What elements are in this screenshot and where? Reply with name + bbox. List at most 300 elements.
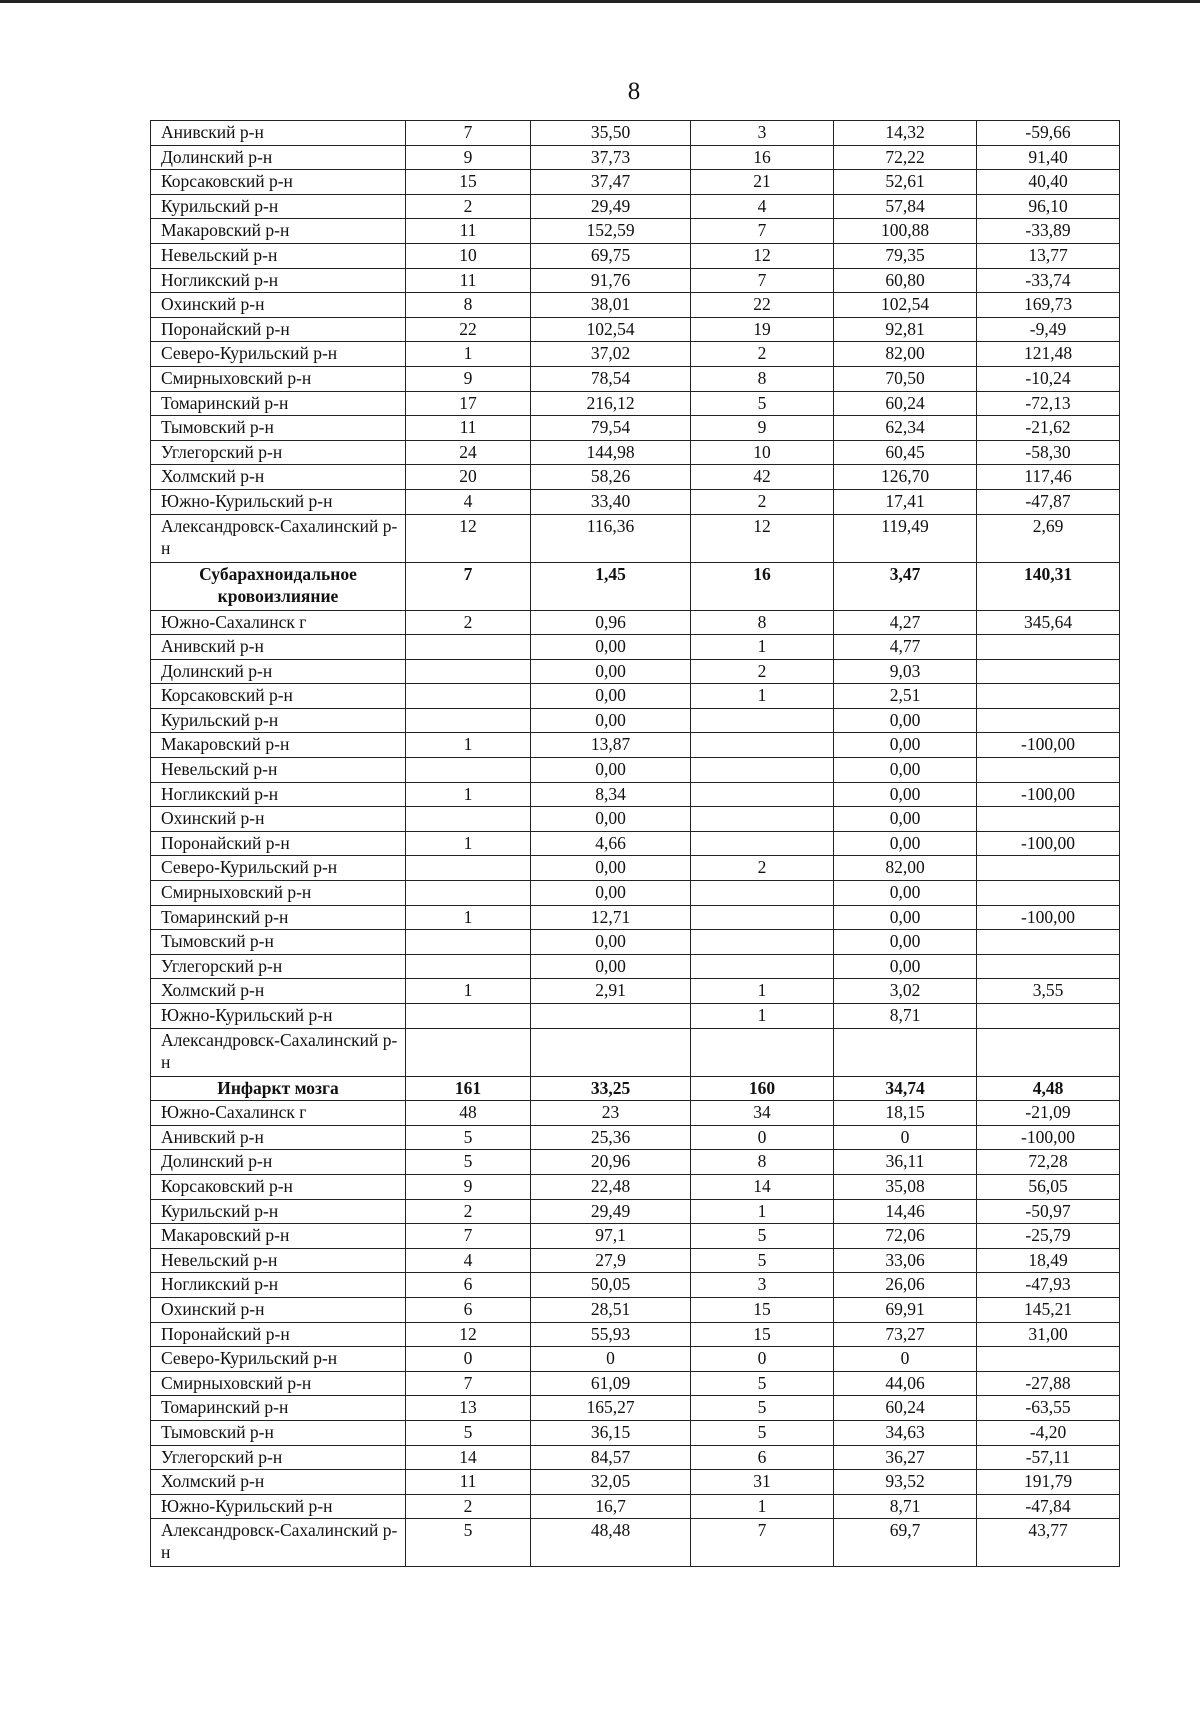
value-cell-c3: 1 xyxy=(691,979,834,1004)
value-cell-c1: 5 xyxy=(406,1519,531,1567)
value-cell-c1: 9 xyxy=(406,145,531,170)
value-cell-c5: 2,69 xyxy=(977,514,1120,562)
table-body xyxy=(151,121,1120,1567)
row-label-cell: Невельский р-н xyxy=(151,1248,406,1273)
table-row xyxy=(151,831,1120,856)
value-cell-c5: -100,00 xyxy=(977,1125,1120,1150)
row-label-cell: Южно-Сахалинск г xyxy=(151,1101,406,1126)
row-label-cell: Углегорский р-н xyxy=(151,954,406,979)
value-cell-c4: 8,71 xyxy=(834,1004,977,1029)
value-cell-c5: 56,05 xyxy=(977,1174,1120,1199)
value-cell-c3: 1 xyxy=(691,1004,834,1029)
value-cell-c4: 8,71 xyxy=(834,1494,977,1519)
table-row xyxy=(151,1347,1120,1372)
value-cell-c4: 34,63 xyxy=(834,1420,977,1445)
value-cell-c3: 8 xyxy=(691,366,834,391)
value-cell-c5: 96,10 xyxy=(977,194,1120,219)
row-label-cell: Тымовский р-н xyxy=(151,1420,406,1445)
value-cell-c1: 17 xyxy=(406,391,531,416)
value-cell-c4: 0,00 xyxy=(834,733,977,758)
value-cell-c5: 72,28 xyxy=(977,1150,1120,1175)
value-cell-c3 xyxy=(691,1028,834,1076)
value-cell-c1: 0 xyxy=(406,1347,531,1372)
value-cell-c2: 20,96 xyxy=(531,1150,691,1175)
value-cell-c3: 15 xyxy=(691,1322,834,1347)
value-cell-c1 xyxy=(406,635,531,660)
value-cell-c4: 0,00 xyxy=(834,708,977,733)
value-cell-c5: 40,40 xyxy=(977,170,1120,195)
row-label-cell: Тымовский р-н xyxy=(151,930,406,955)
table-row xyxy=(151,733,1120,758)
value-cell-c2: 58,26 xyxy=(531,465,691,490)
table-row xyxy=(151,1445,1120,1470)
value-cell-c4: 3,47 xyxy=(834,562,977,610)
value-cell-c2: 22,48 xyxy=(531,1174,691,1199)
row-label-cell: Южно-Курильский р-н xyxy=(151,1494,406,1519)
value-cell-c4: 60,24 xyxy=(834,391,977,416)
value-cell-c2: 55,93 xyxy=(531,1322,691,1347)
value-cell-c1: 48 xyxy=(406,1101,531,1126)
value-cell-c2: 12,71 xyxy=(531,905,691,930)
value-cell-c3 xyxy=(691,881,834,906)
value-cell-c3: 14 xyxy=(691,1174,834,1199)
value-cell-c5: 140,31 xyxy=(977,562,1120,610)
value-cell-c4: 36,11 xyxy=(834,1150,977,1175)
value-cell-c3: 3 xyxy=(691,121,834,146)
value-cell-c1: 8 xyxy=(406,293,531,318)
value-cell-c5 xyxy=(977,758,1120,783)
value-cell-c4: 44,06 xyxy=(834,1371,977,1396)
row-label-cell: Углегорский р-н xyxy=(151,440,406,465)
value-cell-c5: -47,93 xyxy=(977,1273,1120,1298)
value-cell-c1: 22 xyxy=(406,317,531,342)
row-label-cell: Невельский р-н xyxy=(151,243,406,268)
value-cell-c1 xyxy=(406,1004,531,1029)
value-cell-c4: 100,88 xyxy=(834,219,977,244)
value-cell-c2: 50,05 xyxy=(531,1273,691,1298)
row-label-cell: Долинский р-н xyxy=(151,659,406,684)
value-cell-c3: 0 xyxy=(691,1125,834,1150)
row-label-cell: Курильский р-н xyxy=(151,194,406,219)
value-cell-c1: 1 xyxy=(406,782,531,807)
table-row xyxy=(151,121,1120,146)
value-cell-c4: 126,70 xyxy=(834,465,977,490)
value-cell-c5: -72,13 xyxy=(977,391,1120,416)
value-cell-c2: 61,09 xyxy=(531,1371,691,1396)
value-cell-c4: 0,00 xyxy=(834,758,977,783)
value-cell-c2: 0,00 xyxy=(531,807,691,832)
row-label-cell: Анивский р-н xyxy=(151,635,406,660)
value-cell-c4 xyxy=(834,1028,977,1076)
table-row xyxy=(151,782,1120,807)
value-cell-c5 xyxy=(977,807,1120,832)
value-cell-c1: 14 xyxy=(406,1445,531,1470)
value-cell-c3: 5 xyxy=(691,1248,834,1273)
row-label-cell: Смирныховский р-н xyxy=(151,881,406,906)
value-cell-c5: 3,55 xyxy=(977,979,1120,1004)
value-cell-c3: 7 xyxy=(691,1519,834,1567)
value-cell-c4: 62,34 xyxy=(834,416,977,441)
row-label-cell: Холмский р-н xyxy=(151,465,406,490)
value-cell-c4: 36,27 xyxy=(834,1445,977,1470)
value-cell-c4: 102,54 xyxy=(834,293,977,318)
value-cell-c3: 19 xyxy=(691,317,834,342)
row-label-cell: Южно-Сахалинск г xyxy=(151,610,406,635)
row-label-cell: Корсаковский р-н xyxy=(151,684,406,709)
value-cell-c2: 37,47 xyxy=(531,170,691,195)
table-row xyxy=(151,514,1120,562)
value-cell-c1 xyxy=(406,659,531,684)
row-label-cell: Ногликский р-н xyxy=(151,782,406,807)
value-cell-c4: 0,00 xyxy=(834,905,977,930)
value-cell-c5: -33,89 xyxy=(977,219,1120,244)
value-cell-c2: 2,91 xyxy=(531,979,691,1004)
row-label-cell: Субарахноидальное кровоизлияние xyxy=(151,562,406,610)
value-cell-c2: 144,98 xyxy=(531,440,691,465)
value-cell-c2: 1,45 xyxy=(531,562,691,610)
value-cell-c2: 33,25 xyxy=(531,1076,691,1101)
value-cell-c3: 10 xyxy=(691,440,834,465)
value-cell-c3: 2 xyxy=(691,342,834,367)
statistics-table xyxy=(150,120,1120,1567)
value-cell-c2: 116,36 xyxy=(531,514,691,562)
table-row xyxy=(151,1371,1120,1396)
table-row xyxy=(151,708,1120,733)
value-cell-c2: 0,00 xyxy=(531,708,691,733)
value-cell-c3: 16 xyxy=(691,562,834,610)
table-row xyxy=(151,930,1120,955)
value-cell-c2: 23 xyxy=(531,1101,691,1126)
value-cell-c5: -25,79 xyxy=(977,1224,1120,1249)
row-label-cell: Томаринский р-н xyxy=(151,391,406,416)
value-cell-c1: 2 xyxy=(406,610,531,635)
value-cell-c5: 169,73 xyxy=(977,293,1120,318)
row-label-cell: Макаровский р-н xyxy=(151,733,406,758)
value-cell-c1: 5 xyxy=(406,1150,531,1175)
value-cell-c2: 0,00 xyxy=(531,954,691,979)
value-cell-c4: 72,06 xyxy=(834,1224,977,1249)
table-row xyxy=(151,758,1120,783)
value-cell-c5: 18,49 xyxy=(977,1248,1120,1273)
value-cell-c4: 4,77 xyxy=(834,635,977,660)
table-row xyxy=(151,1101,1120,1126)
table-row xyxy=(151,465,1120,490)
row-label-cell: Поронайский р-н xyxy=(151,317,406,342)
value-cell-c1: 2 xyxy=(406,1494,531,1519)
value-cell-c2: 0,00 xyxy=(531,635,691,660)
value-cell-c5: -57,11 xyxy=(977,1445,1120,1470)
row-label-cell: Смирныховский р-н xyxy=(151,1371,406,1396)
value-cell-c3: 2 xyxy=(691,659,834,684)
value-cell-c2: 0 xyxy=(531,1347,691,1372)
value-cell-c1: 20 xyxy=(406,465,531,490)
value-cell-c2: 0,00 xyxy=(531,758,691,783)
value-cell-c4: 60,24 xyxy=(834,1396,977,1421)
table-row xyxy=(151,659,1120,684)
value-cell-c4: 79,35 xyxy=(834,243,977,268)
value-cell-c5: -50,97 xyxy=(977,1199,1120,1224)
value-cell-c5: -10,24 xyxy=(977,366,1120,391)
value-cell-c4: 14,32 xyxy=(834,121,977,146)
value-cell-c1: 13 xyxy=(406,1396,531,1421)
value-cell-c5: -27,88 xyxy=(977,1371,1120,1396)
table-row xyxy=(151,1150,1120,1175)
table-row xyxy=(151,905,1120,930)
row-label-cell: Макаровский р-н xyxy=(151,219,406,244)
value-cell-c4: 60,45 xyxy=(834,440,977,465)
row-label-cell: Южно-Курильский р-н xyxy=(151,1004,406,1029)
table-row xyxy=(151,1273,1120,1298)
value-cell-c4: 9,03 xyxy=(834,659,977,684)
value-cell-c5: 4,48 xyxy=(977,1076,1120,1101)
table-row xyxy=(151,1297,1120,1322)
value-cell-c1: 5 xyxy=(406,1420,531,1445)
value-cell-c5: 43,77 xyxy=(977,1519,1120,1567)
value-cell-c2: 29,49 xyxy=(531,194,691,219)
value-cell-c3: 4 xyxy=(691,194,834,219)
value-cell-c1: 161 xyxy=(406,1076,531,1101)
value-cell-c4: 93,52 xyxy=(834,1470,977,1495)
value-cell-c5: 91,40 xyxy=(977,145,1120,170)
row-label-cell: Александровск-Сахалинский р-н xyxy=(151,514,406,562)
value-cell-c4: 72,22 xyxy=(834,145,977,170)
table-row xyxy=(151,610,1120,635)
table-row xyxy=(151,1224,1120,1249)
value-cell-c3: 31 xyxy=(691,1470,834,1495)
value-cell-c5: 13,77 xyxy=(977,243,1120,268)
value-cell-c2 xyxy=(531,1028,691,1076)
value-cell-c2: 84,57 xyxy=(531,1445,691,1470)
table-row xyxy=(151,1420,1120,1445)
value-cell-c4: 0,00 xyxy=(834,831,977,856)
table-row xyxy=(151,170,1120,195)
row-label-cell: Александровск-Сахалинский р-н xyxy=(151,1519,406,1567)
value-cell-c4: 0 xyxy=(834,1125,977,1150)
row-label-cell: Северо-Курильский р-н xyxy=(151,342,406,367)
table-row xyxy=(151,979,1120,1004)
value-cell-c4: 18,15 xyxy=(834,1101,977,1126)
value-cell-c5 xyxy=(977,1028,1120,1076)
value-cell-c1: 15 xyxy=(406,170,531,195)
value-cell-c1 xyxy=(406,856,531,881)
value-cell-c5 xyxy=(977,930,1120,955)
row-label-cell: Северо-Курильский р-н xyxy=(151,1347,406,1372)
value-cell-c4: 60,80 xyxy=(834,268,977,293)
value-cell-c2: 0,00 xyxy=(531,659,691,684)
table-row xyxy=(151,243,1120,268)
value-cell-c3: 15 xyxy=(691,1297,834,1322)
value-cell-c4: 0 xyxy=(834,1347,977,1372)
value-cell-c4: 57,84 xyxy=(834,194,977,219)
value-cell-c2: 36,15 xyxy=(531,1420,691,1445)
value-cell-c5: 31,00 xyxy=(977,1322,1120,1347)
value-cell-c3: 2 xyxy=(691,489,834,514)
page-number: 8 xyxy=(627,78,641,105)
value-cell-c2: 0,00 xyxy=(531,684,691,709)
value-cell-c4: 0,00 xyxy=(834,930,977,955)
value-cell-c5: -47,84 xyxy=(977,1494,1120,1519)
value-cell-c5: 121,48 xyxy=(977,342,1120,367)
value-cell-c1: 1 xyxy=(406,831,531,856)
value-cell-c5 xyxy=(977,708,1120,733)
row-label-cell: Южно-Курильский р-н xyxy=(151,489,406,514)
row-label-cell: Смирныховский р-н xyxy=(151,366,406,391)
row-label-cell: Долинский р-н xyxy=(151,1150,406,1175)
value-cell-c5 xyxy=(977,856,1120,881)
value-cell-c3: 6 xyxy=(691,1445,834,1470)
value-cell-c1: 7 xyxy=(406,1371,531,1396)
value-cell-c1: 7 xyxy=(406,562,531,610)
value-cell-c5: -63,55 xyxy=(977,1396,1120,1421)
value-cell-c2: 78,54 xyxy=(531,366,691,391)
value-cell-c1: 6 xyxy=(406,1273,531,1298)
value-cell-c3: 42 xyxy=(691,465,834,490)
row-label-cell: Курильский р-н xyxy=(151,708,406,733)
table-row xyxy=(151,1004,1120,1029)
table-row xyxy=(151,1028,1120,1076)
value-cell-c2: 8,34 xyxy=(531,782,691,807)
value-cell-c3 xyxy=(691,758,834,783)
row-label-cell: Невельский р-н xyxy=(151,758,406,783)
table-row xyxy=(151,268,1120,293)
value-cell-c1 xyxy=(406,881,531,906)
value-cell-c3: 5 xyxy=(691,1396,834,1421)
value-cell-c5: -100,00 xyxy=(977,831,1120,856)
table-row xyxy=(151,440,1120,465)
row-label-cell: Ногликский р-н xyxy=(151,268,406,293)
value-cell-c1: 1 xyxy=(406,342,531,367)
value-cell-c1 xyxy=(406,807,531,832)
row-label-cell: Анивский р-н xyxy=(151,121,406,146)
row-label-cell: Углегорский р-н xyxy=(151,1445,406,1470)
value-cell-c3: 1 xyxy=(691,1494,834,1519)
value-cell-c1: 6 xyxy=(406,1297,531,1322)
value-cell-c3 xyxy=(691,782,834,807)
table-row xyxy=(151,807,1120,832)
value-cell-c4: 69,7 xyxy=(834,1519,977,1567)
value-cell-c4: 26,06 xyxy=(834,1273,977,1298)
value-cell-c4: 3,02 xyxy=(834,979,977,1004)
value-cell-c3: 8 xyxy=(691,1150,834,1175)
table-row xyxy=(151,1199,1120,1224)
value-cell-c1: 1 xyxy=(406,905,531,930)
value-cell-c2: 13,87 xyxy=(531,733,691,758)
table-row xyxy=(151,1174,1120,1199)
value-cell-c2: 152,59 xyxy=(531,219,691,244)
value-cell-c3 xyxy=(691,905,834,930)
value-cell-c1 xyxy=(406,708,531,733)
value-cell-c2: 97,1 xyxy=(531,1224,691,1249)
value-cell-c2: 79,54 xyxy=(531,416,691,441)
value-cell-c4: 119,49 xyxy=(834,514,977,562)
value-cell-c4: 0,00 xyxy=(834,782,977,807)
value-cell-c5 xyxy=(977,881,1120,906)
value-cell-c3 xyxy=(691,930,834,955)
value-cell-c1: 1 xyxy=(406,979,531,1004)
row-label-cell: Холмский р-н xyxy=(151,1470,406,1495)
value-cell-c2: 33,40 xyxy=(531,489,691,514)
value-cell-c2: 29,49 xyxy=(531,1199,691,1224)
row-label-cell: Томаринский р-н xyxy=(151,905,406,930)
value-cell-c2: 0,00 xyxy=(531,856,691,881)
value-cell-c1: 9 xyxy=(406,366,531,391)
table-row xyxy=(151,391,1120,416)
table-row xyxy=(151,342,1120,367)
table-row xyxy=(151,1125,1120,1150)
table-row xyxy=(151,489,1120,514)
row-label-cell: Охинский р-н xyxy=(151,807,406,832)
value-cell-c4: 82,00 xyxy=(834,342,977,367)
value-cell-c1 xyxy=(406,930,531,955)
value-cell-c1: 5 xyxy=(406,1125,531,1150)
value-cell-c4: 69,91 xyxy=(834,1297,977,1322)
table-row xyxy=(151,194,1120,219)
value-cell-c2: 48,48 xyxy=(531,1519,691,1567)
value-cell-c3: 3 xyxy=(691,1273,834,1298)
value-cell-c5 xyxy=(977,1347,1120,1372)
value-cell-c5: -47,87 xyxy=(977,489,1120,514)
value-cell-c2: 25,36 xyxy=(531,1125,691,1150)
value-cell-c1: 11 xyxy=(406,219,531,244)
row-label-cell: Охинский р-н xyxy=(151,1297,406,1322)
row-label-cell: Курильский р-н xyxy=(151,1199,406,1224)
value-cell-c1 xyxy=(406,684,531,709)
value-cell-c5 xyxy=(977,1004,1120,1029)
value-cell-c3: 5 xyxy=(691,1371,834,1396)
value-cell-c2: 16,7 xyxy=(531,1494,691,1519)
value-cell-c2: 0,00 xyxy=(531,881,691,906)
table-row xyxy=(151,1248,1120,1273)
value-cell-c1: 12 xyxy=(406,1322,531,1347)
value-cell-c5: 345,64 xyxy=(977,610,1120,635)
row-label-cell: Инфаркт мозга xyxy=(151,1076,406,1101)
value-cell-c1: 4 xyxy=(406,1248,531,1273)
value-cell-c4: 0,00 xyxy=(834,881,977,906)
value-cell-c5: 117,46 xyxy=(977,465,1120,490)
row-label-cell: Томаринский р-н xyxy=(151,1396,406,1421)
value-cell-c3 xyxy=(691,807,834,832)
table-row xyxy=(151,416,1120,441)
value-cell-c4: 52,61 xyxy=(834,170,977,195)
row-label-cell: Макаровский р-н xyxy=(151,1224,406,1249)
value-cell-c3: 7 xyxy=(691,219,834,244)
value-cell-c3: 16 xyxy=(691,145,834,170)
row-label-cell: Поронайский р-н xyxy=(151,1322,406,1347)
value-cell-c2: 37,73 xyxy=(531,145,691,170)
value-cell-c1: 9 xyxy=(406,1174,531,1199)
table-row xyxy=(151,219,1120,244)
value-cell-c1: 2 xyxy=(406,194,531,219)
value-cell-c1: 10 xyxy=(406,243,531,268)
value-cell-c2: 69,75 xyxy=(531,243,691,268)
value-cell-c3: 2 xyxy=(691,856,834,881)
value-cell-c3: 5 xyxy=(691,1420,834,1445)
value-cell-c1: 4 xyxy=(406,489,531,514)
table-row xyxy=(151,145,1120,170)
value-cell-c4: 70,50 xyxy=(834,366,977,391)
value-cell-c2: 27,9 xyxy=(531,1248,691,1273)
value-cell-c3: 1 xyxy=(691,635,834,660)
value-cell-c4: 92,81 xyxy=(834,317,977,342)
value-cell-c4: 73,27 xyxy=(834,1322,977,1347)
value-cell-c5 xyxy=(977,954,1120,979)
value-cell-c5: -100,00 xyxy=(977,733,1120,758)
value-cell-c5: -4,20 xyxy=(977,1420,1120,1445)
value-cell-c2: 28,51 xyxy=(531,1297,691,1322)
table-row xyxy=(151,856,1120,881)
value-cell-c2: 0,96 xyxy=(531,610,691,635)
value-cell-c3 xyxy=(691,708,834,733)
